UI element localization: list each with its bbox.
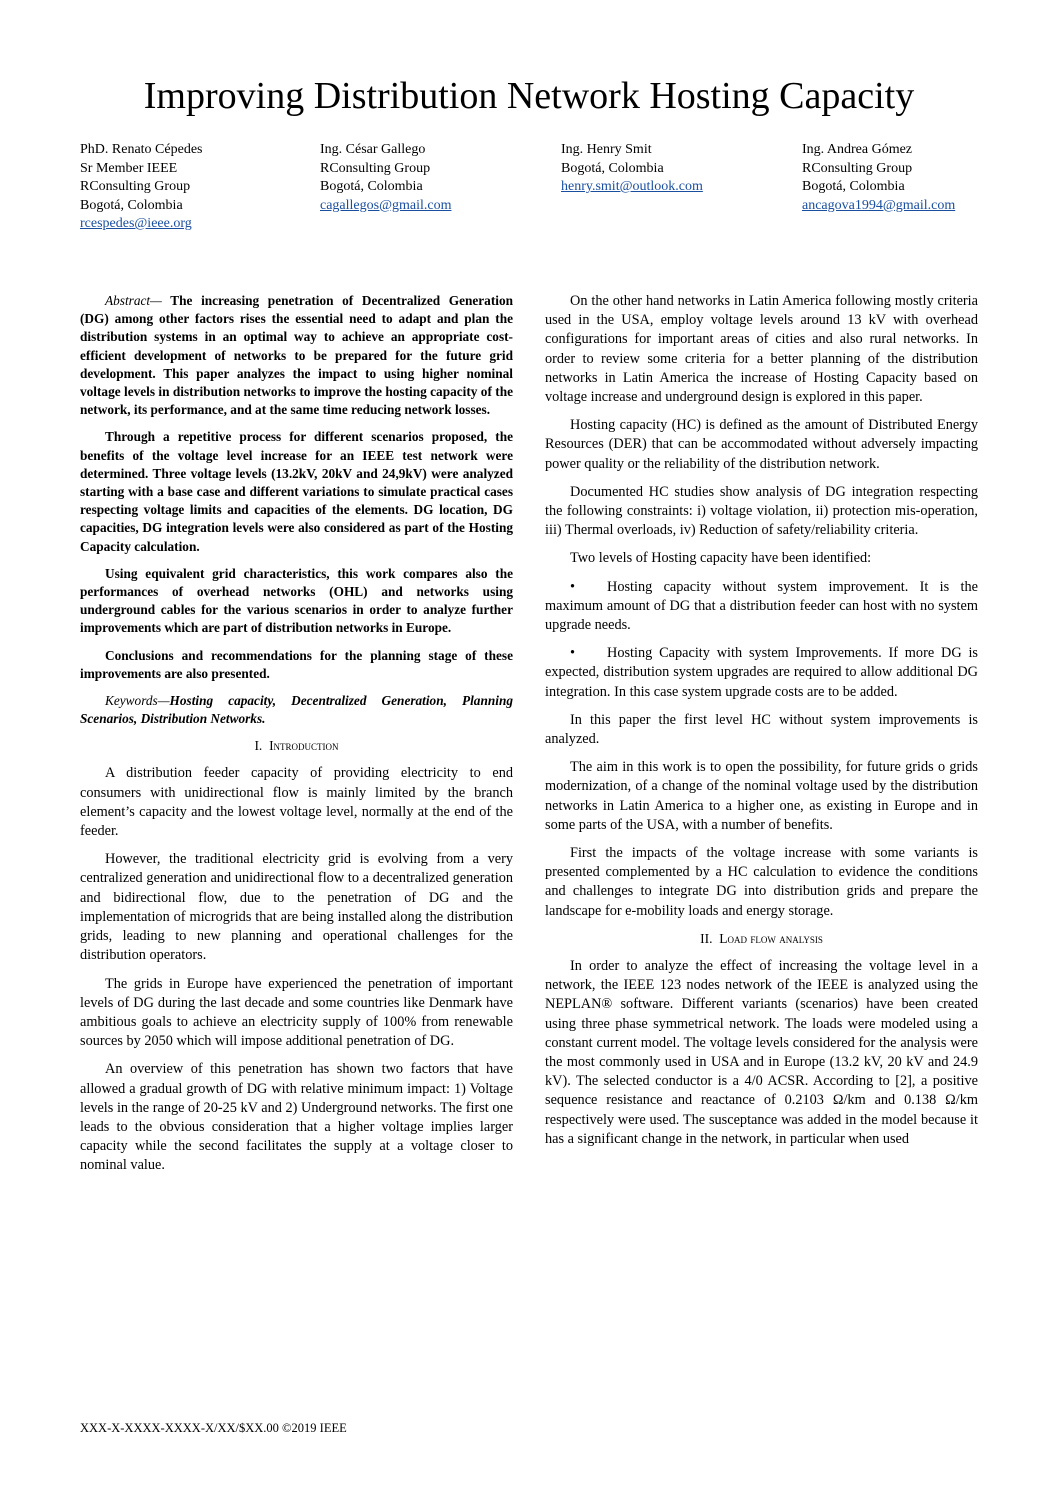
- author-line: Ing. César Gallego: [320, 142, 426, 157]
- keywords-paragraph: Keywords—Hosting capacity, Decentralized Generation, Planning Scenarios, Distribution Networks.: [80, 693, 513, 727]
- body-paragraph: Two levels of Hosting capacity have been identified:: [570, 550, 872, 567]
- body-paragraph: Documented HC studies show analysis of DG integration respecting the following constraints: i) voltage violation, ii) protection mis-operation, iii) Thermal overloads, iv) Reduction of safety/reliability criteria.: [545, 483, 978, 539]
- abstract-paragraph: Using equivalent grid characteristics, this work compares also the performances of overhead networks (OHL) and networks using underground cables for the various scenarios in order to analyze further improvements which are part of distribution networks in Europe.: [80, 565, 513, 636]
- author-line: Bogotá, Colombia: [561, 160, 664, 176]
- body-paragraph: The aim in this work is to open the possibility, for future grids o grids modernization, of a change of the nominal voltage used by the distribution networks in Latin America to a higher one, as existing in Europe and in some parts of the USA, with a number of benefits.: [545, 759, 978, 833]
- author-line: RConsulting Group: [80, 179, 191, 194]
- author-line: Bogotá, Colombia: [802, 179, 905, 194]
- body-paragraph: First the impacts of the voltage increase with some variants is presented complemented by a HC calculation to evidence the conditions and challenges to integrate DG into distribution grids and prepare the landscape for e-mobility loads and energy storage.: [545, 845, 978, 919]
- abstract-paragraph: Through a repetitive process for different scenarios proposed, the benefits of the voltage level increase for an IEEE test network were determined. Three voltage levels (13.2kV, 20kV and 24,9kV) were analyzed starting with a base case and different variations to simulate practical cases respecting voltage limits and capacities of the elements. DG location, DG capacities, DG integration levels were also considered as part of the Hosting Capacity calculation.: [80, 429, 513, 554]
- author-email-link[interactable]: rcespedes@ieee.org: [80, 216, 192, 231]
- body-paragraph: The grids in Europe have experienced the penetration of important levels of DG during the last decade and some countries like Denmark have ambitious goals to achieve an electricity supply of 100% from renewable sources by 2050 which will impose additional penetration of DG.: [80, 975, 513, 1050]
- author-line: Ing. Henry Smit: [561, 142, 652, 157]
- author-line: Bogotá, Colombia: [320, 179, 423, 194]
- section-heading-load-flow: II. Load flow analysis: [700, 930, 823, 946]
- author-email-link[interactable]: cagallegos@gmail.com: [320, 197, 452, 213]
- abstract-paragraph: Conclusions and recommendations for the planning stage of these improvements are also presented.: [80, 647, 513, 681]
- body-paragraph: However, the traditional electricity grid is evolving from a very centralized generation and unidirectional flow to a decentralized generation and bidirectional flow, due to the penetration of DG and the implementation of microgrids that are being installed along the distribution grids, leading to new planning and operational challenges for the distribution operators.: [80, 851, 513, 964]
- author-block-3: [561, 141, 781, 197]
- left-column: [80, 292, 513, 1176]
- author-line: Ing. Andrea Gómez: [802, 142, 913, 157]
- keywords-label: Keywords—: [105, 693, 170, 709]
- author-line: PhD. Renato Cépedes: [80, 142, 203, 157]
- bullet-item: • Hosting Capacity with system Improvements. If more DG is expected, distribution system upgrades are required to allow additional DG integration. In this case system upgrade costs are to be added.: [545, 645, 978, 700]
- body-paragraph: In this paper the first level HC without system improvements is analyzed.: [545, 711, 978, 748]
- abstract-label: Abstract—: [105, 293, 162, 308]
- body-paragraph: In order to analyze the effect of increasing the voltage level in a network, the IEEE 123 nodes network of the IEEE is analyzed using the NEPLAN® software. Different variants (scenarios) have been created using three phase symmetrical network. The loads were modeled using a constant current model. The voltage levels considered for the analysis were the most commonly used in USA and in Europe (13.2 kV, 20 kV and 24.9 kV). The selected conductor is a 4/0 ACSR. According to [2], a positive sequence resistance and reactance of 0.2103 Ω/km and 0.138 Ω/km respectively were used. The susceptance was added in the model because it has a significant change in the network, in particular when used: [545, 957, 978, 1147]
- author-block-2: [320, 141, 540, 215]
- body-paragraph: On the other hand networks in Latin America following mostly criteria used in the USA, employ voltage levels around 13 kV with overhead configurations for important areas of cities and also rural networks. In order to review some criteria for a better planning of the distribution networks in Latin America the increase of Hosting Capacity based on voltage increase and underground design is explored in this paper.: [545, 293, 978, 406]
- section-heading-introduction: I. Introduction: [254, 738, 339, 754]
- right-column: [545, 292, 978, 1149]
- author-email-link[interactable]: henry.smit@outlook.com: [561, 179, 703, 194]
- author-block-1: [80, 141, 300, 234]
- body-paragraph: An overview of this penetration has shown two factors that have allowed a gradual growth of DG with relative minimum impact: 1) Voltage levels in the range of 20-25 kV and 2) Underground networks. The first one leads to the obvious consideration that a higher voltage implies larger capacity while the second facilitates the supply at a voltage closer to nominal value.: [80, 1061, 513, 1174]
- author-line: RConsulting Group: [320, 160, 431, 176]
- bullet-item: • Hosting capacity without system improvement. It is the maximum amount of DG that a distribution feeder can host with no system upgrade needs.: [545, 578, 978, 634]
- author-email-link[interactable]: ancagova1994@gmail.com: [802, 197, 956, 213]
- abstract-paragraph: Abstract— The increasing penetration of Decentralized Generation (DG) among other factors rises the essential need to adapt and plan the distribution systems in an optimal way to achieve an appropriate cost-efficient development of networks to be prepared for the future grid development. This paper analyzes the impact to using higher nominal voltage levels in distribution networks to improve the hosting capacity of the network, its performance, and at the same time reducing network losses.: [80, 293, 513, 418]
- author-line: RConsulting Group: [802, 160, 913, 176]
- bullet-mark: •: [570, 645, 576, 662]
- paper-title: Improving Distribution Network Hosting Capacity: [143, 75, 915, 117]
- author-line: Sr Member IEEE: [80, 160, 178, 176]
- copyright-footer: XXX-X-XXXX-XXXX-X/XX/$XX.00 ©2019 IEEE: [80, 1421, 347, 1435]
- body-paragraph: Hosting capacity (HC) is defined as the amount of Distributed Energy Resources (DER) that can be accommodated without adversely impacting power quality or the reliability of the distribution network.: [545, 417, 978, 472]
- author-line: Bogotá, Colombia: [80, 197, 183, 213]
- body-paragraph: A distribution feeder capacity of providing electricity to end consumers with unidirectional flow is mainly limited by the branch element’s capacity and the lowest voltage level, normally at the end of the feeder.: [80, 765, 513, 840]
- bullet-mark: •: [570, 578, 576, 595]
- author-block-4: [802, 141, 1022, 215]
